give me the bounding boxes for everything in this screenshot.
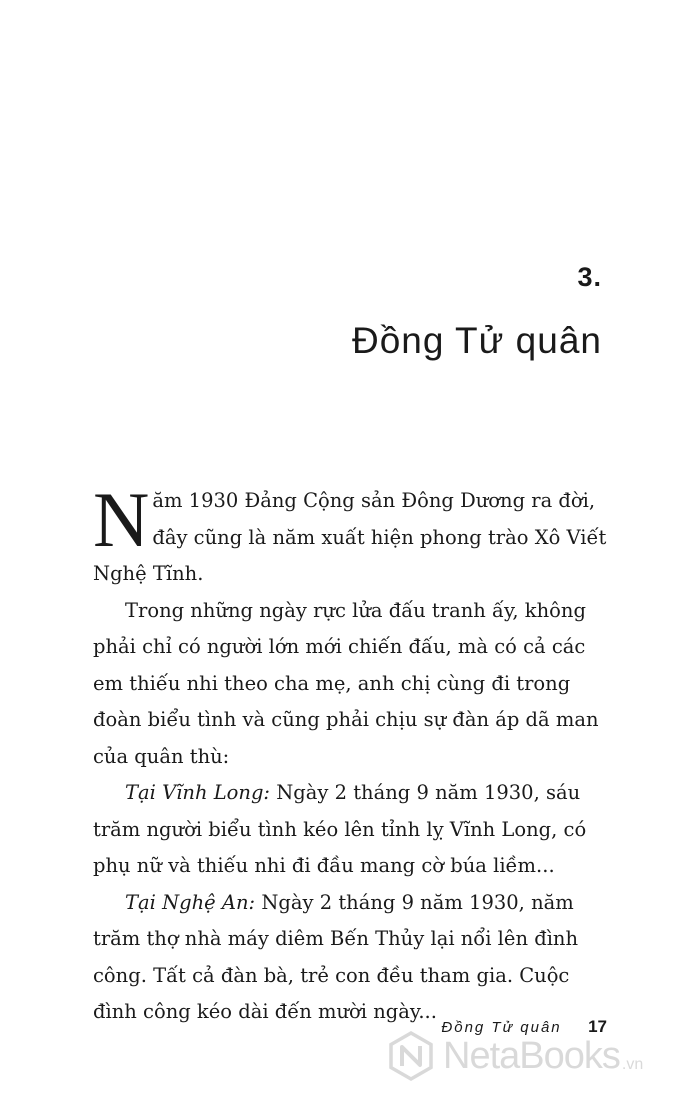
paragraph-1-text: ăm 1930 Đảng Cộng sản Đông Dương ra đời, đây cũng là năm xuất hiện phong trào Xô Viết Nghệ Tĩnh. (93, 489, 607, 585)
page-number: 17 (588, 1017, 607, 1036)
chapter-body (93, 476, 608, 1031)
netabooks-logo-icon (385, 1030, 437, 1082)
paragraph-2 (93, 593, 608, 776)
paragraph-3-text: Ngày 2 tháng 9 năm 1930, sáu trăm người biểu tình kéo lên tỉnh lỵ Vĩnh Long, có phụ nữ và thiếu nhi đi đầu mang cờ búa liềm... (93, 781, 587, 877)
paragraph-2-text: Trong những ngày rực lửa đấu tranh ấy, không phải chỉ có người lớn mới chiến đấu, mà có cả các em thiếu nhi theo cha mẹ, anh chị cùng đi trong đoàn biểu tình và cũng phải chịu sự đàn áp dã man của quân thù: (93, 598, 599, 768)
chapter-number: 3. (577, 262, 602, 292)
watermark (385, 1030, 643, 1082)
paragraph-3 (93, 775, 608, 885)
paragraph-3-lead: Tại Vĩnh Long: (125, 781, 271, 804)
running-head: Đồng Tử quân (441, 1019, 562, 1036)
paragraph-4-lead: Tại Nghệ An: (125, 890, 256, 914)
watermark-suffix: .vn (621, 1056, 644, 1073)
paragraph-1 (93, 476, 608, 593)
paragraph-4-text: Ngày 2 tháng 9 năm 1930, năm trăm thợ nhà máy diêm Bến Thủy lại nổi lên đình công. Tất cả đàn bà, trẻ con đều tham gia. Cuộc đình công kéo dài đến mười ngày... (93, 890, 579, 1023)
chapter-title: Đồng Tử quân (351, 320, 602, 361)
watermark-brand: NetaBooks (443, 1034, 620, 1077)
drop-cap: N (93, 476, 150, 563)
paragraph-4 (93, 885, 608, 1031)
